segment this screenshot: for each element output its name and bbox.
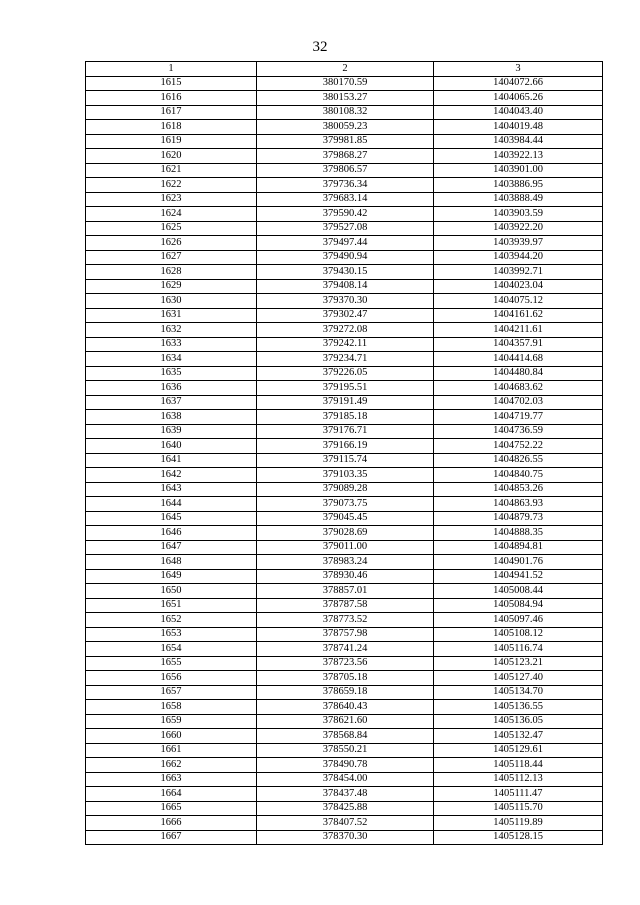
header-row [86, 62, 603, 77]
table-row [86, 642, 603, 657]
x-coordinate-cell: 379302.47 [257, 308, 434, 323]
table-row [86, 801, 603, 816]
table-row [86, 584, 603, 599]
point-number-cell: 1623 [86, 192, 257, 207]
point-number-cell: 1645 [86, 511, 257, 526]
y-coordinate-cell: 1404414.68 [434, 352, 603, 367]
point-number-cell: 1636 [86, 381, 257, 396]
x-coordinate-cell: 378787.58 [257, 598, 434, 613]
y-coordinate-cell: 1405116.74 [434, 642, 603, 657]
x-coordinate-cell: 379185.18 [257, 410, 434, 425]
table-row [86, 91, 603, 106]
point-number-cell: 1644 [86, 497, 257, 512]
point-number-cell: 1663 [86, 772, 257, 787]
y-coordinate-cell: 1405136.05 [434, 714, 603, 729]
point-number-cell: 1618 [86, 120, 257, 135]
x-coordinate-cell: 380059.23 [257, 120, 434, 135]
table-row [86, 743, 603, 758]
x-coordinate-cell: 378930.46 [257, 569, 434, 584]
x-coordinate-cell: 378773.52 [257, 613, 434, 628]
point-number-cell: 1633 [86, 337, 257, 352]
point-number-cell: 1660 [86, 729, 257, 744]
y-coordinate-cell: 1405129.61 [434, 743, 603, 758]
column-header-1: 1 [86, 62, 257, 77]
x-coordinate-cell: 380108.32 [257, 105, 434, 120]
point-number-cell: 1639 [86, 424, 257, 439]
y-coordinate-cell: 1405128.15 [434, 830, 603, 845]
point-number-cell: 1637 [86, 395, 257, 410]
table-row [86, 511, 603, 526]
x-coordinate-cell: 378437.48 [257, 787, 434, 802]
table-row [86, 207, 603, 222]
table-row [86, 105, 603, 120]
x-coordinate-cell: 378857.01 [257, 584, 434, 599]
point-number-cell: 1634 [86, 352, 257, 367]
point-number-cell: 1648 [86, 555, 257, 570]
x-coordinate-cell: 378490.78 [257, 758, 434, 773]
table-row [86, 366, 603, 381]
x-coordinate-cell: 379103.35 [257, 468, 434, 483]
point-number-cell: 1661 [86, 743, 257, 758]
point-number-cell: 1630 [86, 294, 257, 309]
y-coordinate-cell: 1405127.40 [434, 671, 603, 686]
x-coordinate-cell: 379408.14 [257, 279, 434, 294]
y-coordinate-cell: 1404752.22 [434, 439, 603, 454]
table-row [86, 265, 603, 280]
point-number-cell: 1638 [86, 410, 257, 425]
point-number-cell: 1647 [86, 540, 257, 555]
point-number-cell: 1625 [86, 221, 257, 236]
point-number-cell: 1649 [86, 569, 257, 584]
x-coordinate-cell: 378757.98 [257, 627, 434, 642]
point-number-cell: 1657 [86, 685, 257, 700]
y-coordinate-cell: 1404863.93 [434, 497, 603, 512]
point-number-cell: 1615 [86, 76, 257, 91]
table-row [86, 526, 603, 541]
table-row [86, 294, 603, 309]
x-coordinate-cell: 379497.44 [257, 236, 434, 251]
coordinates-table [85, 61, 603, 845]
table-row [86, 627, 603, 642]
point-number-cell: 1654 [86, 642, 257, 657]
y-coordinate-cell: 1405084.94 [434, 598, 603, 613]
table-row [86, 178, 603, 193]
table-row [86, 337, 603, 352]
point-number-cell: 1632 [86, 323, 257, 338]
y-coordinate-cell: 1405123.21 [434, 656, 603, 671]
y-coordinate-cell: 1405115.70 [434, 801, 603, 816]
x-coordinate-cell: 379272.08 [257, 323, 434, 338]
x-coordinate-cell: 379176.71 [257, 424, 434, 439]
x-coordinate-cell: 379590.42 [257, 207, 434, 222]
y-coordinate-cell: 1404211.61 [434, 323, 603, 338]
point-number-cell: 1624 [86, 207, 257, 222]
x-coordinate-cell: 380153.27 [257, 91, 434, 106]
table-row [86, 830, 603, 845]
point-number-cell: 1622 [86, 178, 257, 193]
table-row [86, 700, 603, 715]
y-coordinate-cell: 1404075.12 [434, 294, 603, 309]
table-row [86, 149, 603, 164]
table-row [86, 497, 603, 512]
x-coordinate-cell: 379115.74 [257, 453, 434, 468]
x-coordinate-cell: 379806.57 [257, 163, 434, 178]
point-number-cell: 1651 [86, 598, 257, 613]
y-coordinate-cell: 1403903.59 [434, 207, 603, 222]
y-coordinate-cell: 1403992.71 [434, 265, 603, 280]
x-coordinate-cell: 379073.75 [257, 497, 434, 512]
x-coordinate-cell: 378425.88 [257, 801, 434, 816]
y-coordinate-cell: 1404072.66 [434, 76, 603, 91]
x-coordinate-cell: 378550.21 [257, 743, 434, 758]
x-coordinate-cell: 378454.00 [257, 772, 434, 787]
point-number-cell: 1658 [86, 700, 257, 715]
x-coordinate-cell: 378370.30 [257, 830, 434, 845]
y-coordinate-cell: 1404840.75 [434, 468, 603, 483]
y-coordinate-cell: 1405118.44 [434, 758, 603, 773]
point-number-cell: 1621 [86, 163, 257, 178]
y-coordinate-cell: 1404894.81 [434, 540, 603, 555]
x-coordinate-cell: 379226.05 [257, 366, 434, 381]
point-number-cell: 1629 [86, 279, 257, 294]
point-number-cell: 1616 [86, 91, 257, 106]
x-coordinate-cell: 378705.18 [257, 671, 434, 686]
x-coordinate-cell: 378621.60 [257, 714, 434, 729]
y-coordinate-cell: 1405119.89 [434, 816, 603, 831]
point-number-cell: 1666 [86, 816, 257, 831]
y-coordinate-cell: 1404357.91 [434, 337, 603, 352]
x-coordinate-cell: 380170.59 [257, 76, 434, 91]
x-coordinate-cell: 378983.24 [257, 555, 434, 570]
table-row [86, 279, 603, 294]
x-coordinate-cell: 379011.00 [257, 540, 434, 555]
y-coordinate-cell: 1404736.59 [434, 424, 603, 439]
y-coordinate-cell: 1403888.49 [434, 192, 603, 207]
point-number-cell: 1646 [86, 526, 257, 541]
point-number-cell: 1662 [86, 758, 257, 773]
table-row [86, 352, 603, 367]
table-row [86, 656, 603, 671]
table-row [86, 482, 603, 497]
point-number-cell: 1640 [86, 439, 257, 454]
x-coordinate-cell: 379868.27 [257, 149, 434, 164]
table-row [86, 453, 603, 468]
y-coordinate-cell: 1405112.13 [434, 772, 603, 787]
table-row [86, 714, 603, 729]
table-row [86, 395, 603, 410]
table-row [86, 424, 603, 439]
y-coordinate-cell: 1404853.26 [434, 482, 603, 497]
y-coordinate-cell: 1403984.44 [434, 134, 603, 149]
y-coordinate-cell: 1404161.62 [434, 308, 603, 323]
point-number-cell: 1653 [86, 627, 257, 642]
page-number: 32 [312, 39, 328, 55]
point-number-cell: 1664 [86, 787, 257, 802]
table-row [86, 410, 603, 425]
x-coordinate-cell: 379234.71 [257, 352, 434, 367]
y-coordinate-cell: 1404888.35 [434, 526, 603, 541]
y-coordinate-cell: 1405111.47 [434, 787, 603, 802]
x-coordinate-cell: 378640.43 [257, 700, 434, 715]
table-row [86, 598, 603, 613]
table-row [86, 772, 603, 787]
column-header-2: 2 [257, 62, 434, 77]
x-coordinate-cell: 379683.14 [257, 192, 434, 207]
point-number-cell: 1620 [86, 149, 257, 164]
x-coordinate-cell: 379195.51 [257, 381, 434, 396]
table-row [86, 134, 603, 149]
table-row [86, 758, 603, 773]
y-coordinate-cell: 1404719.77 [434, 410, 603, 425]
x-coordinate-cell: 379736.34 [257, 178, 434, 193]
point-number-cell: 1631 [86, 308, 257, 323]
x-coordinate-cell: 379527.08 [257, 221, 434, 236]
point-number-cell: 1641 [86, 453, 257, 468]
table-header [86, 62, 603, 77]
y-coordinate-cell: 1405097.46 [434, 613, 603, 628]
y-coordinate-cell: 1404826.55 [434, 453, 603, 468]
y-coordinate-cell: 1404702.03 [434, 395, 603, 410]
x-coordinate-cell: 379191.49 [257, 395, 434, 410]
point-number-cell: 1643 [86, 482, 257, 497]
x-coordinate-cell: 378741.24 [257, 642, 434, 657]
y-coordinate-cell: 1404019.48 [434, 120, 603, 135]
table-row [86, 613, 603, 628]
table-body [86, 76, 603, 845]
point-number-cell: 1617 [86, 105, 257, 120]
table-row [86, 787, 603, 802]
point-number-cell: 1619 [86, 134, 257, 149]
point-number-cell: 1627 [86, 250, 257, 265]
point-number-cell: 1626 [86, 236, 257, 251]
y-coordinate-cell: 1403944.20 [434, 250, 603, 265]
y-coordinate-cell: 1404043.40 [434, 105, 603, 120]
y-coordinate-cell: 1404065.26 [434, 91, 603, 106]
table-row [86, 671, 603, 686]
x-coordinate-cell: 378659.18 [257, 685, 434, 700]
y-coordinate-cell: 1403922.13 [434, 149, 603, 164]
y-coordinate-cell: 1404901.76 [434, 555, 603, 570]
table-row [86, 569, 603, 584]
y-coordinate-cell: 1405136.55 [434, 700, 603, 715]
point-number-cell: 1628 [86, 265, 257, 280]
point-number-cell: 1665 [86, 801, 257, 816]
point-number-cell: 1642 [86, 468, 257, 483]
y-coordinate-cell: 1403939.97 [434, 236, 603, 251]
table-row [86, 439, 603, 454]
point-number-cell: 1652 [86, 613, 257, 628]
table-row [86, 555, 603, 570]
x-coordinate-cell: 378568.84 [257, 729, 434, 744]
x-coordinate-cell: 379370.30 [257, 294, 434, 309]
point-number-cell: 1655 [86, 656, 257, 671]
y-coordinate-cell: 1404941.52 [434, 569, 603, 584]
table-row [86, 236, 603, 251]
x-coordinate-cell: 379430.15 [257, 265, 434, 280]
table-row [86, 468, 603, 483]
point-number-cell: 1650 [86, 584, 257, 599]
table-row [86, 729, 603, 744]
x-coordinate-cell: 379166.19 [257, 439, 434, 454]
table-row [86, 192, 603, 207]
table-row [86, 250, 603, 265]
table-row [86, 76, 603, 91]
x-coordinate-cell: 379490.94 [257, 250, 434, 265]
x-coordinate-cell: 379242.11 [257, 337, 434, 352]
x-coordinate-cell: 379045.45 [257, 511, 434, 526]
x-coordinate-cell: 378723.56 [257, 656, 434, 671]
table-row [86, 163, 603, 178]
point-number-cell: 1659 [86, 714, 257, 729]
table-row [86, 381, 603, 396]
x-coordinate-cell: 379089.28 [257, 482, 434, 497]
table-row [86, 685, 603, 700]
point-number-cell: 1635 [86, 366, 257, 381]
y-coordinate-cell: 1404879.73 [434, 511, 603, 526]
x-coordinate-cell: 379981.85 [257, 134, 434, 149]
y-coordinate-cell: 1403886.95 [434, 178, 603, 193]
y-coordinate-cell: 1405132.47 [434, 729, 603, 744]
table-row [86, 308, 603, 323]
column-header-3: 3 [434, 62, 603, 77]
y-coordinate-cell: 1404683.62 [434, 381, 603, 396]
table-row [86, 221, 603, 236]
table-row [86, 323, 603, 338]
table-row [86, 816, 603, 831]
x-coordinate-cell: 378407.52 [257, 816, 434, 831]
y-coordinate-cell: 1404023.04 [434, 279, 603, 294]
y-coordinate-cell: 1405108.12 [434, 627, 603, 642]
y-coordinate-cell: 1403922.20 [434, 221, 603, 236]
table-row [86, 120, 603, 135]
y-coordinate-cell: 1404480.84 [434, 366, 603, 381]
y-coordinate-cell: 1405134.70 [434, 685, 603, 700]
point-number-cell: 1656 [86, 671, 257, 686]
x-coordinate-cell: 379028.69 [257, 526, 434, 541]
table-row [86, 540, 603, 555]
y-coordinate-cell: 1405008.44 [434, 584, 603, 599]
point-number-cell: 1667 [86, 830, 257, 845]
y-coordinate-cell: 1403901.00 [434, 163, 603, 178]
